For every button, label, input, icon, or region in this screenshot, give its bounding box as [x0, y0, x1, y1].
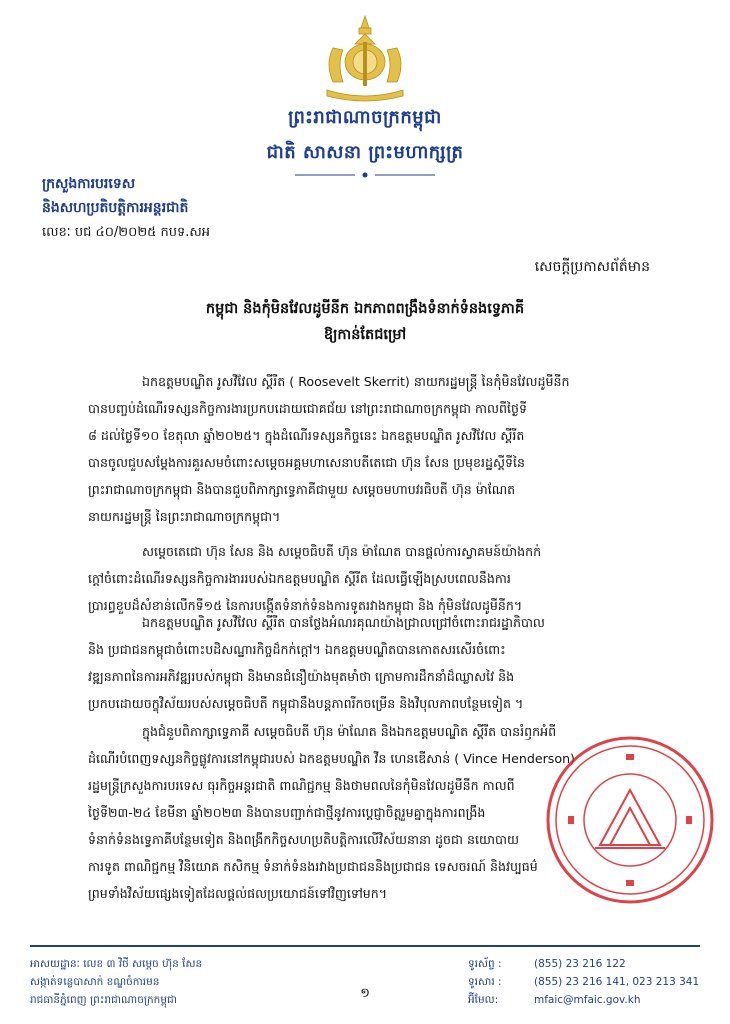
document-type: សេចក្តីប្រកាសព័ត៌មាន — [534, 259, 650, 275]
email-link[interactable]: mfaic@mfaic.gov.kh — [534, 994, 641, 1006]
paragraph-line: បានចូលជួបសម្តែងការគួរសមចំពោះសម្តេចអគ្គមហាសេនាបតីតេជោ ហ៊ុន សែន ប្រមុខរដ្ឋស្តីទីនៃ — [88, 455, 525, 470]
paragraph-line: ទំនាក់ទំនងទ្វេភាគីបន្ថែមទៀត និងពង្រីកកិច្ចសហប្រតិបត្តិការលើវិស័យនានា ដូចជា នយោបាយ — [88, 832, 519, 847]
paragraph-line: រដ្ឋមន្ត្រីក្រសួងការបរទេស ធុរកិច្ចអន្តរជាតិ ពាណិជ្ជកម្ម និងថាមពលនៃកុំមិនវែលដូមីនីក កាលពី — [88, 778, 515, 793]
fax-value: (855) 23 216 141, 023 213 341 — [534, 976, 700, 988]
body-paragraph-2 — [88, 538, 667, 618]
paragraph-line: នាយករដ្ឋមន្ត្រី នៃព្រះរាជាណាចក្រកម្ពុជា។ — [88, 509, 281, 524]
page-number: ១ — [360, 986, 370, 1001]
footer-contacts — [468, 955, 708, 1009]
address-line: សង្កាត់ទន្លេបាសាក់ ខណ្ឌចំការមន — [30, 976, 160, 988]
royal-arms-emblem-icon — [315, 12, 415, 102]
email-row — [468, 991, 708, 1009]
address-line: អាសយដ្ឋានៈ លេខ ៣ វិថី សម្តេច ហ៊ុន សែន — [30, 958, 203, 970]
ministry-name-line2: និងសហប្រតិបត្តិការអន្តរជាតិ — [42, 200, 189, 216]
email-label: អ៊ីមែល: — [468, 994, 499, 1006]
press-title-line2: ឱ្យកាន់តែជម្រៅ — [323, 327, 407, 343]
paragraph-line: ការទូត ពាណិជ្ជកម្ម វិនិយោគ កសិកម្ម ទំនាក់ទំនងរវាងប្រជាជននិងប្រជាជន ទេសចរណ៍ និងវប្បធម៌ — [88, 859, 538, 874]
ministry-name-line1: ក្រសួងការបរទេស — [42, 176, 136, 192]
paragraph-line: ដំណើរបំពេញទស្សនកិច្ចផ្លូវការនៅកម្ពុជារបស់ ឯកឧត្តមបណ្ឌិត វីន ហេនឌើសាន់ ( Vince Henderson) — [88, 751, 575, 766]
paragraph-line: និង ប្រជាជនកម្ពុជាចំពោះបដិសណ្ឋារកិច្ចដ៏កក់ក្តៅ។ ឯកឧត្តមបណ្ឌិតបានកោតសរសើរចំពោះ — [88, 642, 506, 657]
paragraph-line: ប្រកបដោយចក្ខុវិស័យរបស់សម្តេចធិបតី កម្ពុជានឹងបន្តភាពរីកចម្រើន និងវិបុលភាពបន្ថែមទៀត ។ — [88, 696, 524, 711]
kingdom-name: ព្រះរាជាណាចក្រកម្ពុជា — [288, 107, 442, 128]
ministry-seal-stamp-icon — [540, 730, 720, 910]
body-paragraph-3 — [88, 609, 667, 719]
fax-label: ទូរសារ : — [468, 976, 502, 988]
paragraph-line: បានបញ្ចប់ដំណើរទស្សនកិច្ចការងារប្រកបដោយជោគជ័យ នៅព្រះរាជាណាចក្រកម្ពុជា កាលពីថ្ងៃទី — [88, 401, 528, 416]
paragraph-line: ក្តៅចំពោះដំណើរទស្សនកិច្ចការងាររបស់ឯកឧត្តមបណ្ឌិត ស្គីរីត ដែលធ្វើឡើងស្របពេលនឹងការ — [88, 571, 511, 586]
fax-row — [468, 973, 708, 991]
address-line: រាជធានីភ្នំពេញ ព្រះរាជាណាចក្រកម្ពុជា — [30, 994, 177, 1006]
ornament-divider-icon — [295, 172, 435, 178]
paragraph-line: ព្រះរាជាណាចក្រកម្ពុជា និងបានជួបពិភាក្សាទ្វេភាគីជាមួយ សម្តេចមហាបវរធិបតី ហ៊ុន ម៉ាណែត — [88, 482, 516, 497]
press-title-line1: កម្ពុជា និងកុំមិនវែលដូមីនីក ឯកភាពពង្រឹងទំនាក់ទំនងទ្វេភាគី — [205, 301, 525, 317]
paragraph-line: ឯកឧត្តមបណ្ឌិត រូសវីវែល ស្គីរីត ( Roosevelt Skerrit) នាយករដ្ឋមន្ត្រី នៃកុំមិនវែលដូមីនីក — [142, 374, 570, 389]
paragraph-line: ថ្ងៃទី២៣-២៤ ខែមីនា ឆ្នាំ២០២៣ និងបានបញ្ជាក់ជាថ្មីនូវការប្តេជ្ញាចិត្តរួមគ្នាក្នុងការពង្រឹង — [88, 805, 486, 820]
phone-label: ទូរស័ព្ទ : — [468, 958, 502, 970]
reference-number: លេខៈ បជ ៤០/២០២៥ កបទ.សអ — [42, 225, 211, 240]
paragraph-line: ក្នុងជំនួបពិភាក្សាទ្វេភាគី សម្តេចធិបតី ហ៊ុន ម៉ាណែត និងឯកឧត្តមបណ្ឌិត ស្គីរីត បានរំឭកអំពី — [142, 724, 557, 739]
paragraph-line: ព្រមទាំងវិស័យផ្សេងទៀតដែលផ្តល់ផលប្រយោជន៍ទៅវិញទៅមក។ — [88, 886, 388, 901]
footer-address — [30, 955, 350, 1009]
paragraph-line: ប្រារព្ធខួបដ៏សំខាន់លើកទី១៥ នៃការបង្កើតទំនាក់ទំនងការទូតរវាងកម្ពុជា និង កុំមិនវែលដូមីនីក។ — [88, 598, 523, 613]
footer-divider — [30, 945, 700, 947]
paragraph-line: វឌ្ឍនភាពនៃការអភិវឌ្ឍរបស់កម្ពុជា និងមានជំនឿយ៉ាងមុតមាំថា ក្រោមការដឹកនាំដ៏ឈ្លាសវៃ និង — [88, 669, 515, 684]
paragraph-line: សម្តេចតេជោ ហ៊ុន សែន និង សម្តេចធិបតី ហ៊ុន ម៉ាណែត បានផ្តល់ការស្វាគមន៍យ៉ាងកក់ — [142, 544, 542, 559]
phone-value: (855) 23 216 122 — [534, 958, 626, 970]
phone-row — [468, 955, 708, 973]
paragraph-line: ឯកឧត្តមបណ្ឌិត រូសវីវែល ស្គីរីត បានថ្លែងអំណរគុណយ៉ាងជ្រាលជ្រៅចំពោះរាជរដ្ឋាភិបាល — [142, 615, 545, 630]
national-motto: ជាតិ សាសនា ព្រះមហាក្សត្រ — [266, 142, 464, 163]
paragraph-line: ៨ ដល់ថ្ងៃទី១០ ខែតុលា ឆ្នាំ២០២៥។ ក្នុងដំណើរទស្សនកិច្ចនេះ ឯកឧត្តមបណ្ឌិត រូសវីវែល ស្គីរីត — [88, 428, 525, 443]
